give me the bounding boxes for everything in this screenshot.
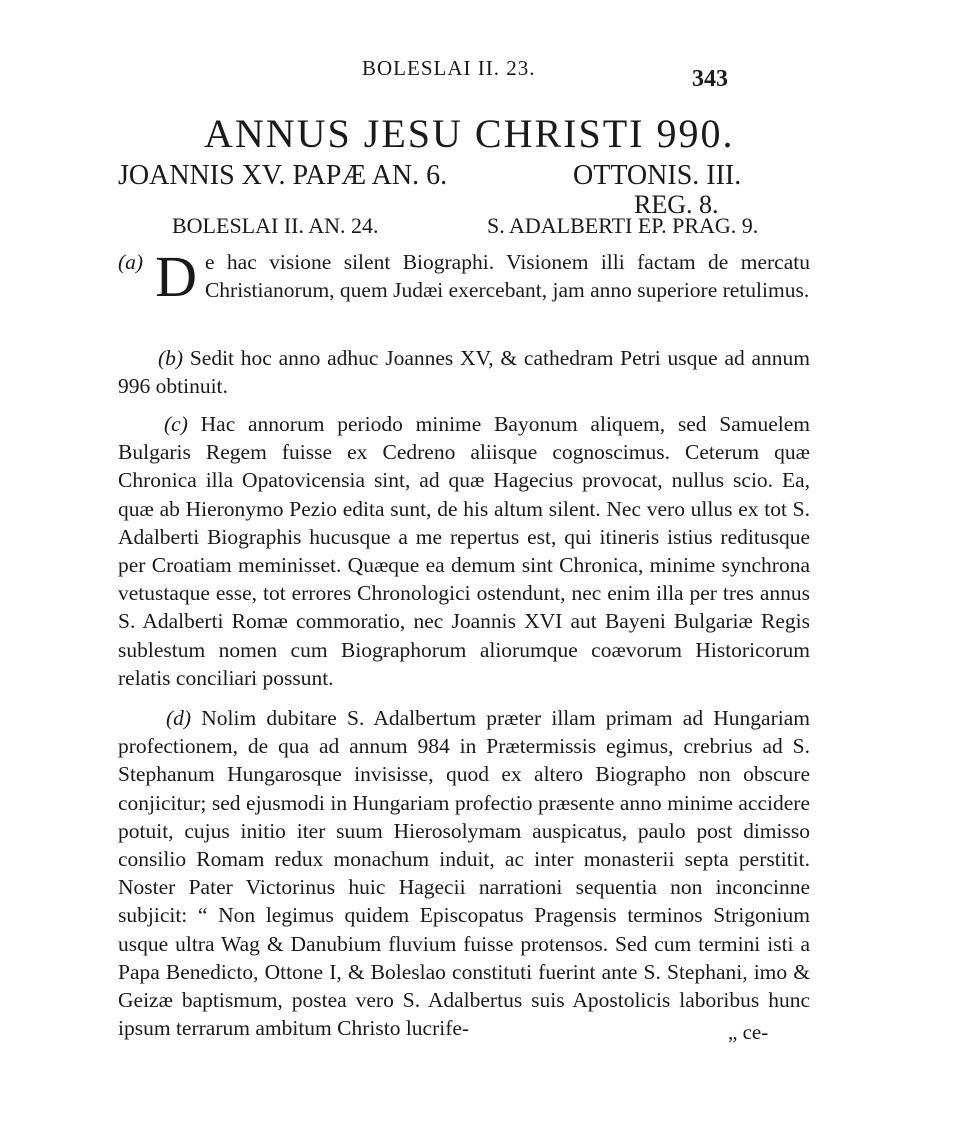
footnote-text: Sedit hoc anno adhuc Joannes XV, & cathedram Petri usque ad annum 996 obtinuit. — [118, 346, 810, 399]
footnote-marker: (a) — [118, 250, 144, 274]
footnote-text: Hac annorum periodo minime Bayonum aliquem, sed Samuelem Bulgaris Regem fuisse ex Cedreno aliisque cognoscimus. Ceterum quæ Chronica illa Opatovicensia sint, ad quæ Hagecius provocat, nullus scio. Ea, quæ ab Hieronymo Pezio edita sunt, de his altum silent. Nec vero ullus ex tot S. Adalberti Biographis hucusque a me repertus est, qui itineris istius reditusque per Croatiam meminisset. Quæque ea demum sint Chronica, minime synchrona vetustaque esse, tot errores Chronologici ostendunt, nec enim illa per tres annus S. Adalberti Romæ commoratio, nec Joannis XVI aut Bayeni Bulgariæ Regis sublestum nomen cum Biographorum aliorumque coævorum Historicorum relatis conciliari possunt. — [118, 412, 810, 690]
footnote-marker: (c) — [164, 412, 188, 436]
imperial-reign-year: REG. 8. — [634, 190, 719, 219]
page-number: 343 — [692, 66, 728, 92]
running-head-title: BOLESLAI II. 23. — [362, 56, 536, 80]
year-heading: ANNUS JESU CHRISTI 990. — [204, 111, 735, 156]
footnote-b — [118, 344, 810, 400]
footnote-a — [118, 244, 810, 309]
footnote-marker: (d) — [166, 706, 192, 730]
drop-cap: D — [155, 244, 197, 309]
episcopal-year-heading: S. ADALBERTI EP. PRAG. 9. — [487, 213, 759, 238]
footnote-marker: (b) — [158, 346, 184, 370]
imperial-year-heading: OTTONIS. III. — [573, 160, 742, 191]
papal-year-heading: JOANNIS XV. PAPÆ AN. 6. — [118, 160, 448, 191]
footnote-c — [118, 410, 810, 692]
catchword: „ ce- — [728, 1020, 769, 1044]
footnote-text: Nolim dubitare S. Adalbertum præter illam primam ad Hungariam profectionem, de qua ad annum 984 in Prætermissis egimus, crebrius ad S. Stephanum Hungarosque invisisse, quod ex altero Biographo non obscure conjicitur; sed ejusmodi in Hungariam profectio præsente anno minime accidere potuit, cujus initio iter suum Hierosolymam auspicatus, paulo post dimisso consilio Romam redux monachum induit, ac inter monasterii septa perstitit. Noster Pater Victorinus huic Hagecii narrationi sequentia non inconcinne subjicit: “ Non legimus quidem Episcopatus Pragensis terminos Strigonium usque ultra Wag & Danubium fluvium fuisse protensos. Sed cum termini isti a Papa Benedicto, Ottone I, & Boleslao constituti fuerint ante S. Stephani, imo & Geizæ baptismum, postea vero S. Adalbertus suis Apostolicis laboribus hunc ipsum terrarum ambitum Christo lucrife- — [118, 706, 810, 1041]
footnote-text: e hac visione silent Biographi. Visionem illi factam de mercatu Christianorum, quem Judæi exercebant, jam anno superiore retulimus. — [204, 250, 810, 303]
footnote-d — [118, 704, 810, 1042]
ducal-year-heading: BOLESLAI II. AN. 24. — [172, 213, 379, 238]
